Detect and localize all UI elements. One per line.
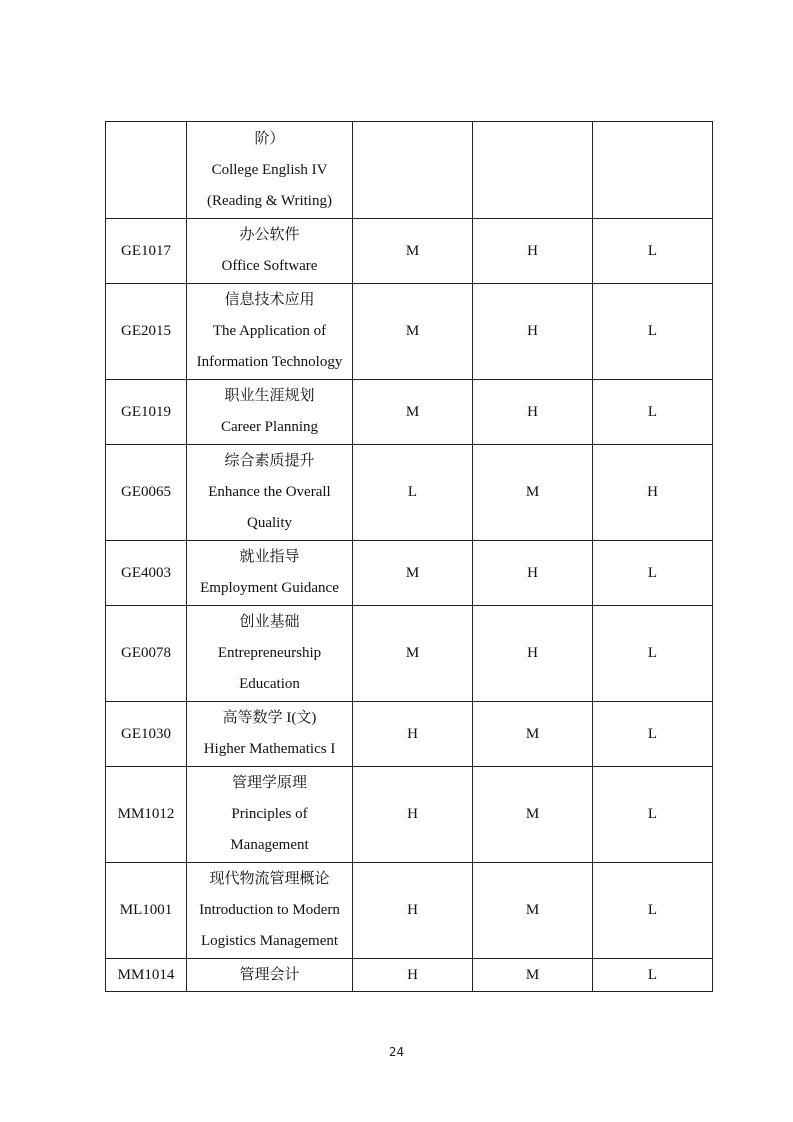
support-level-cell: L — [593, 863, 713, 959]
support-level-cell: H — [473, 606, 593, 702]
course-code-cell — [106, 122, 187, 219]
table-row — [106, 863, 713, 959]
course-name-en: College English IV — [211, 161, 328, 178]
course-name-cell — [187, 702, 353, 767]
support-level-cell: M — [353, 380, 473, 445]
course-name-cell — [187, 284, 353, 380]
support-level-cell: L — [593, 959, 713, 992]
course-name-cell — [187, 122, 353, 219]
support-level-cell: H — [473, 380, 593, 445]
course-name-cn: 阶） — [254, 130, 285, 147]
table-row — [106, 445, 713, 541]
support-level-cell: H — [353, 863, 473, 959]
support-level-cell: L — [353, 445, 473, 541]
course-code-cell: GE1030 — [106, 702, 187, 767]
course-name-cn: 信息技术应用 — [224, 292, 315, 308]
support-level-cell: L — [593, 219, 713, 284]
support-level-cell: H — [473, 541, 593, 606]
support-level-cell: M — [473, 445, 593, 541]
support-level-cell: M — [473, 702, 593, 767]
course-name-cn: 综合素质提升 — [224, 453, 315, 469]
course-code-cell: MM1014 — [106, 959, 187, 992]
course-name-cn: 管理会计 — [239, 966, 300, 983]
course-code-cell: ML1001 — [106, 863, 187, 959]
course-name-en: Career Planning — [220, 419, 319, 435]
page-number: 24 — [388, 1045, 405, 1059]
support-level-cell: H — [353, 702, 473, 767]
support-level-cell: H — [473, 284, 593, 380]
support-level-cell: H — [353, 767, 473, 863]
support-level-cell: M — [353, 284, 473, 380]
course-name-cn: 职业生涯规划 — [224, 388, 315, 404]
support-level-cell: M — [473, 959, 593, 992]
course-name-en: Principles of — [231, 806, 308, 822]
course-name-cell — [187, 445, 353, 541]
table-row — [106, 702, 713, 767]
course-name-en: Office Software — [221, 258, 318, 274]
table-row — [106, 122, 713, 219]
course-code-cell: GE2015 — [106, 284, 187, 380]
support-level-cell — [473, 122, 593, 219]
course-name-en: Logistics Management — [200, 933, 339, 949]
course-code-cell: GE0065 — [106, 445, 187, 541]
course-name-en: Entrepreneurship — [217, 645, 322, 661]
course-name-en: Enhance the Overall — [208, 484, 331, 500]
course-name-cn: 高等数学 I(文) — [222, 710, 317, 726]
course-name-en: Education — [239, 676, 300, 692]
course-name-en: Management — [230, 837, 309, 853]
support-level-cell: L — [593, 702, 713, 767]
table-row — [106, 541, 713, 606]
table-body — [106, 122, 713, 992]
course-code-cell: GE1019 — [106, 380, 187, 445]
course-name-en: Information Technology — [196, 354, 343, 370]
support-level-cell: H — [473, 219, 593, 284]
course-name-cell — [187, 541, 353, 606]
course-name-cell — [187, 767, 353, 863]
support-level-cell: L — [593, 767, 713, 863]
support-level-cell: L — [593, 606, 713, 702]
course-name-en: Higher Mathematics I — [203, 741, 336, 757]
support-level-cell: M — [353, 541, 473, 606]
course-name-cn: 办公软件 — [239, 227, 300, 243]
course-name-cell — [187, 219, 353, 284]
table-row — [106, 606, 713, 702]
course-name-cell — [187, 959, 353, 992]
support-level-cell: L — [593, 284, 713, 380]
table-row — [106, 219, 713, 284]
course-name-en: Quality — [247, 515, 292, 531]
course-code-cell: GE4003 — [106, 541, 187, 606]
support-level-cell: M — [473, 767, 593, 863]
table-row — [106, 380, 713, 445]
course-name-en: Introduction to Modern — [199, 902, 340, 918]
table-row — [106, 767, 713, 863]
course-code-cell: GE1017 — [106, 219, 187, 284]
course-name-en: Employment Guidance — [200, 580, 339, 596]
table-row — [106, 959, 713, 992]
table-row — [106, 284, 713, 380]
course-code-cell: MM1012 — [106, 767, 187, 863]
course-name-cell — [187, 863, 353, 959]
course-name-en: (Reading & Writing) — [207, 192, 332, 209]
course-name-en: The Application of — [212, 323, 327, 339]
course-name-cell — [187, 380, 353, 445]
support-level-cell — [593, 122, 713, 219]
support-level-cell: M — [473, 863, 593, 959]
course-code-cell: GE0078 — [106, 606, 187, 702]
support-level-cell: M — [353, 606, 473, 702]
support-level-cell: H — [593, 445, 713, 541]
support-level-cell: H — [353, 959, 473, 992]
course-name-cn: 管理学原理 — [231, 775, 307, 791]
support-level-cell: L — [593, 541, 713, 606]
course-name-cn: 就业指导 — [239, 549, 300, 565]
course-name-cn: 现代物流管理概论 — [209, 871, 330, 887]
course-table — [105, 121, 713, 992]
support-level-cell — [353, 122, 473, 219]
course-name-cell — [187, 606, 353, 702]
support-level-cell: M — [353, 219, 473, 284]
support-level-cell: L — [593, 380, 713, 445]
course-name-cn: 创业基础 — [239, 614, 300, 630]
